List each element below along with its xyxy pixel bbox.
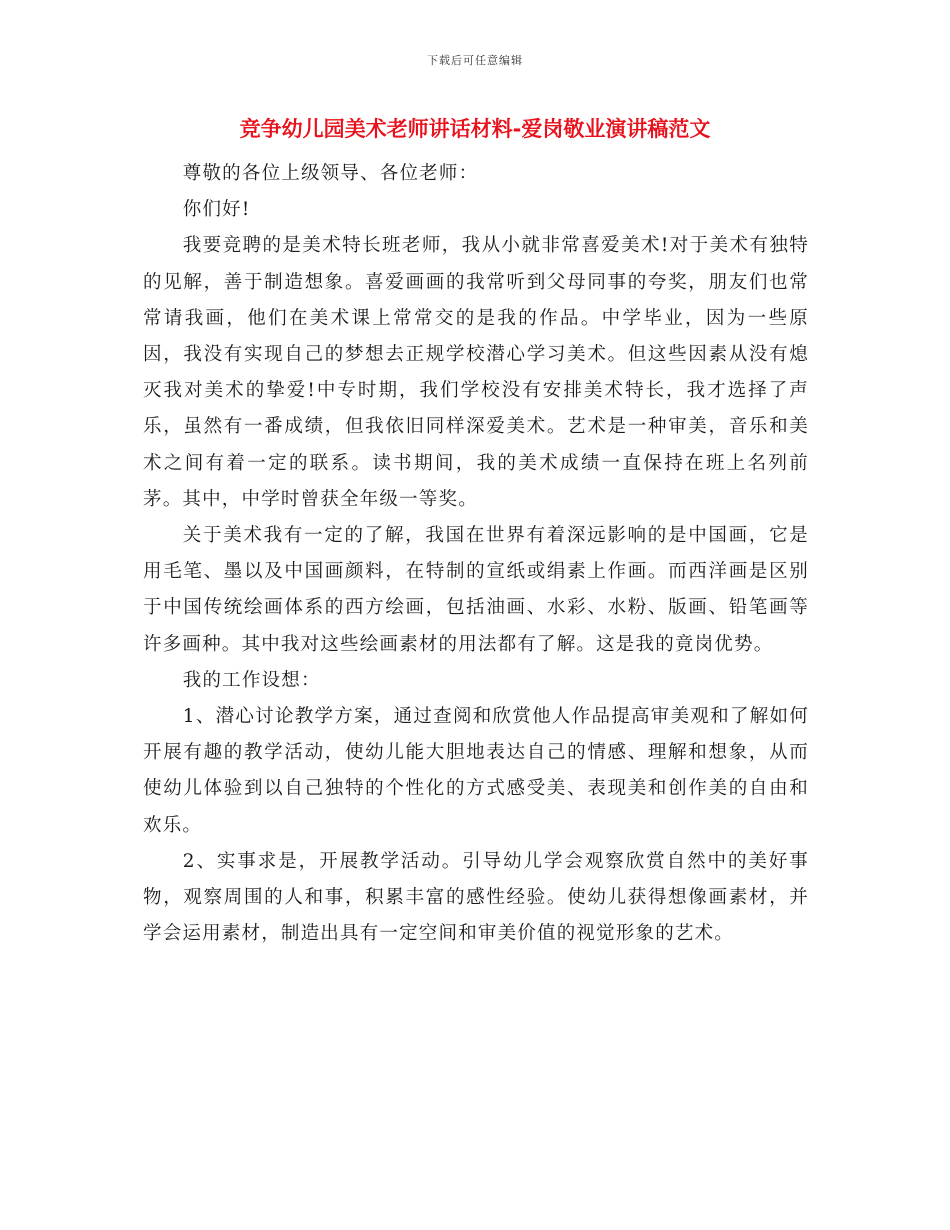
header-note: 下载后可任意编辑 (427, 54, 523, 67)
document-title: 竞争幼儿园美术老师讲话材料-爱岗敬业演讲稿范文 (239, 117, 711, 141)
paragraph-work-plan-heading: 我的工作设想： (182, 669, 321, 691)
paragraph-plan-item-1: 1、潜心讨论教学方案，通过查阅和欣赏他人作品提高审美观和了解如何开展有趣的教学活动，使幼儿能大胆地表达自己的情感、理解和想象，从而使幼儿体验到以自己独特的个性化的方式感受美、表现美和创作美的自由和欢乐。 (143, 706, 809, 836)
paragraph-introduction: 我要竞聘的是美术特长班老师，我从小就非常喜爱美术!对于美术有独特的见解，善于制造想象。喜爱画画的我常听到父母同事的夸奖，朋友们也常常请我画，他们在美术课上常常交的是我的作品。中学毕业，因为一些原因，我没有实现自己的梦想去正规学校潜心学习美术。但这些因素从没有熄灭我对美术的挚爱!中专时期，我们学校没有安排美术特长，我才选择了声乐，虽然有一番成绩，但我依旧同样深爱美术。艺术是一种审美，音乐和美术之间有着一定的联系。读书期间，我的美术成绩一直保持在班上名列前茅。其中，中学时曾获全年级一等奖。 (143, 235, 809, 510)
paragraph-salutation: 尊敬的各位上级领导、各位老师： (182, 163, 479, 184)
paragraph-plan-item-2: 2、实事求是，开展教学活动。引导幼儿学会观察欣赏自然中的美好事物，观察周围的人和事，积累丰富的感性经验。使幼儿获得想像画素材，并学会运用素材，制造出具有一定空间和审美价值的视觉形象的艺术。 (143, 850, 809, 945)
paragraph-art-knowledge: 关于美术我有一定的了解，我国在世界有着深远影响的是中国画，它是用毛笔、墨以及中国画颜料，在特制的宣纸或绢素上作画。而西洋画是区别于中国传统绘画体系的西方绘画，包括油画、水彩、水粉、版画、铅笔画等许多画种。其中我对这些绘画素材的用法都有了解。这是我的竟岗优势。 (143, 525, 809, 655)
document-body (143, 156, 809, 952)
paragraph-greeting: 你们好! (182, 199, 251, 221)
